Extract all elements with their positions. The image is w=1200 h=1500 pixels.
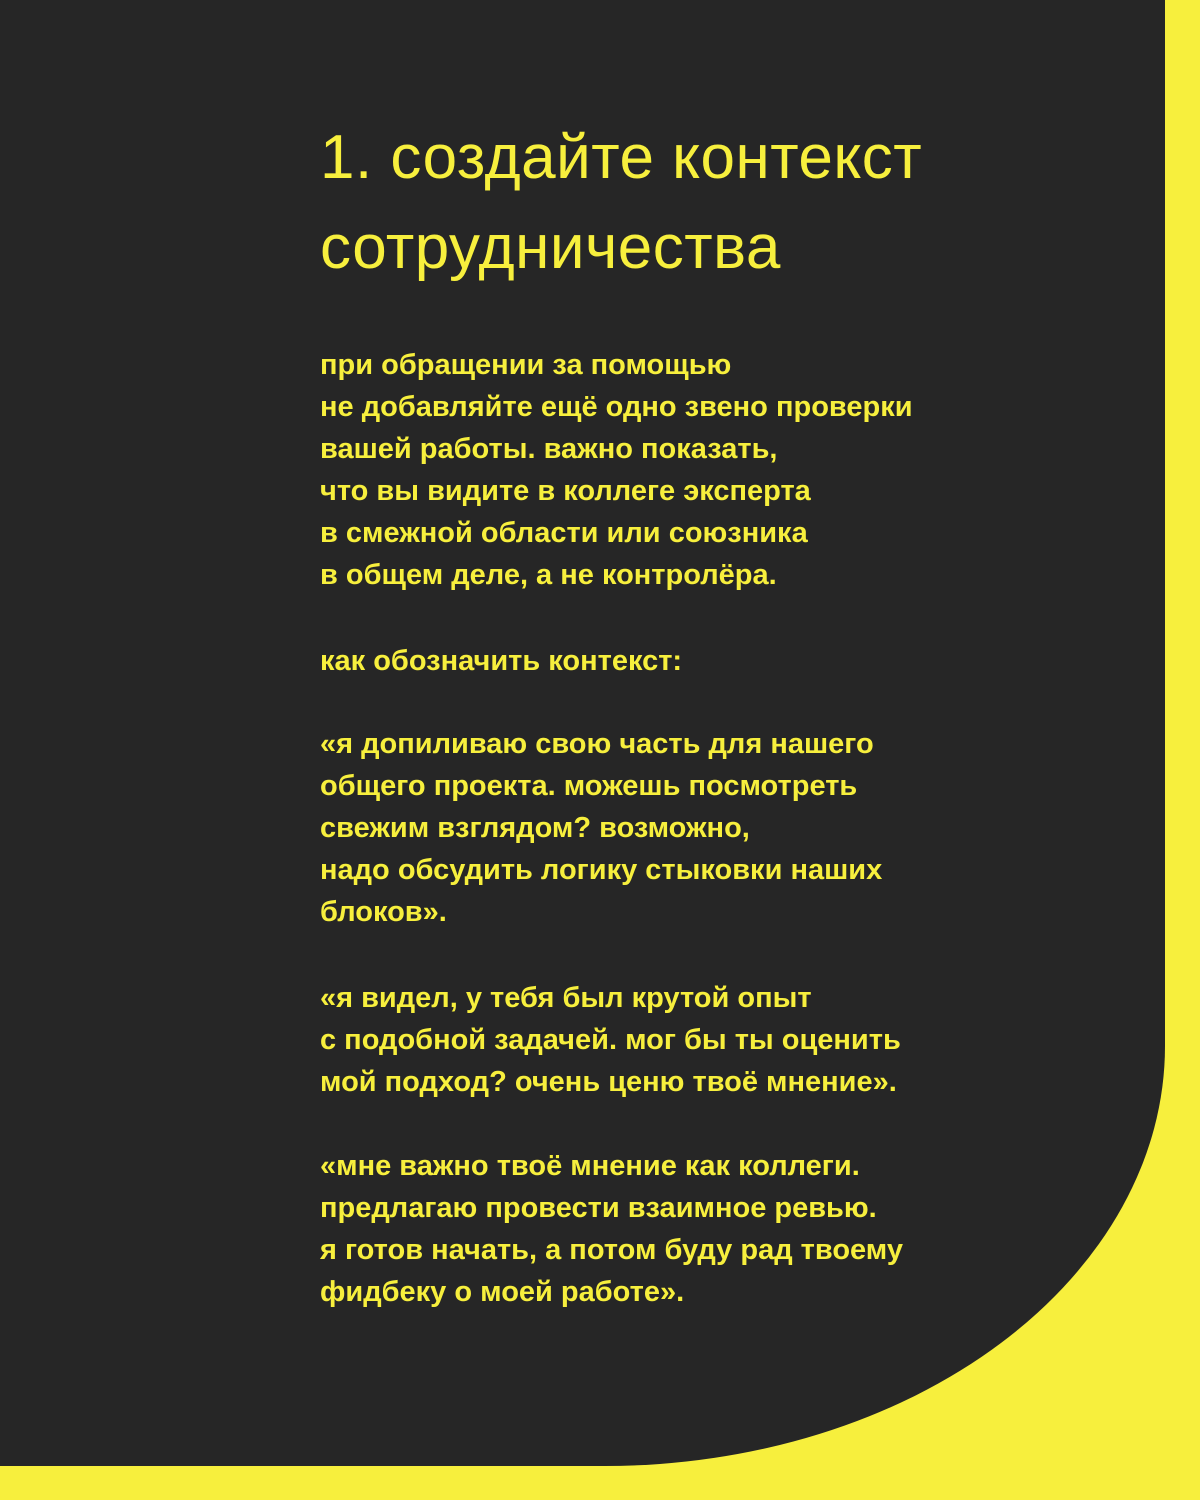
- quote-paragraph-3: [320, 1145, 1100, 1313]
- slide-title: [320, 113, 922, 293]
- quote-paragraph-2: [320, 977, 1100, 1103]
- title-line: 1. создайте контекст: [320, 123, 923, 192]
- text-line: свежим взглядом? возможно,: [320, 812, 750, 844]
- text-line: что вы видите в коллеге эксперта: [320, 475, 811, 507]
- text-line: надо обсудить логику стыковки наших: [320, 854, 883, 886]
- title-line: сотрудничества: [320, 213, 781, 282]
- text-line: как обозначить контекст:: [320, 645, 683, 677]
- text-line: не добавляйте ещё одно звено проверки: [320, 391, 913, 423]
- text-line: с подобной задачей. мог бы ты оценить: [320, 1024, 901, 1056]
- text-line: «я видел, у тебя был крутой опыт: [320, 982, 812, 1014]
- text-line: в смежной области или союзника: [320, 517, 808, 549]
- text-line: общего проекта. можешь посмотреть: [320, 770, 858, 802]
- text-line: мой подход? очень ценю твоё мнение».: [320, 1066, 897, 1098]
- text-line: «мне важно твоё мнение как коллеги.: [320, 1150, 860, 1182]
- text-line: я готов начать, а потом буду рад твоему: [320, 1234, 903, 1266]
- text-line: при обращении за помощью: [320, 349, 732, 381]
- quote-paragraph-1: [320, 723, 1100, 933]
- subheading-paragraph: [320, 640, 1100, 682]
- text-line: предлагаю провести взаимное ревью.: [320, 1192, 877, 1224]
- text-line: фидбеку о моей работе».: [320, 1276, 685, 1308]
- text-line: блоков».: [320, 896, 447, 928]
- text-line: в общем деле, а не контролёра.: [320, 559, 777, 591]
- intro-paragraph: [320, 344, 1100, 596]
- text-line: «я допиливаю свою часть для нашего: [320, 728, 874, 760]
- text-line: вашей работы. важно показать,: [320, 433, 778, 465]
